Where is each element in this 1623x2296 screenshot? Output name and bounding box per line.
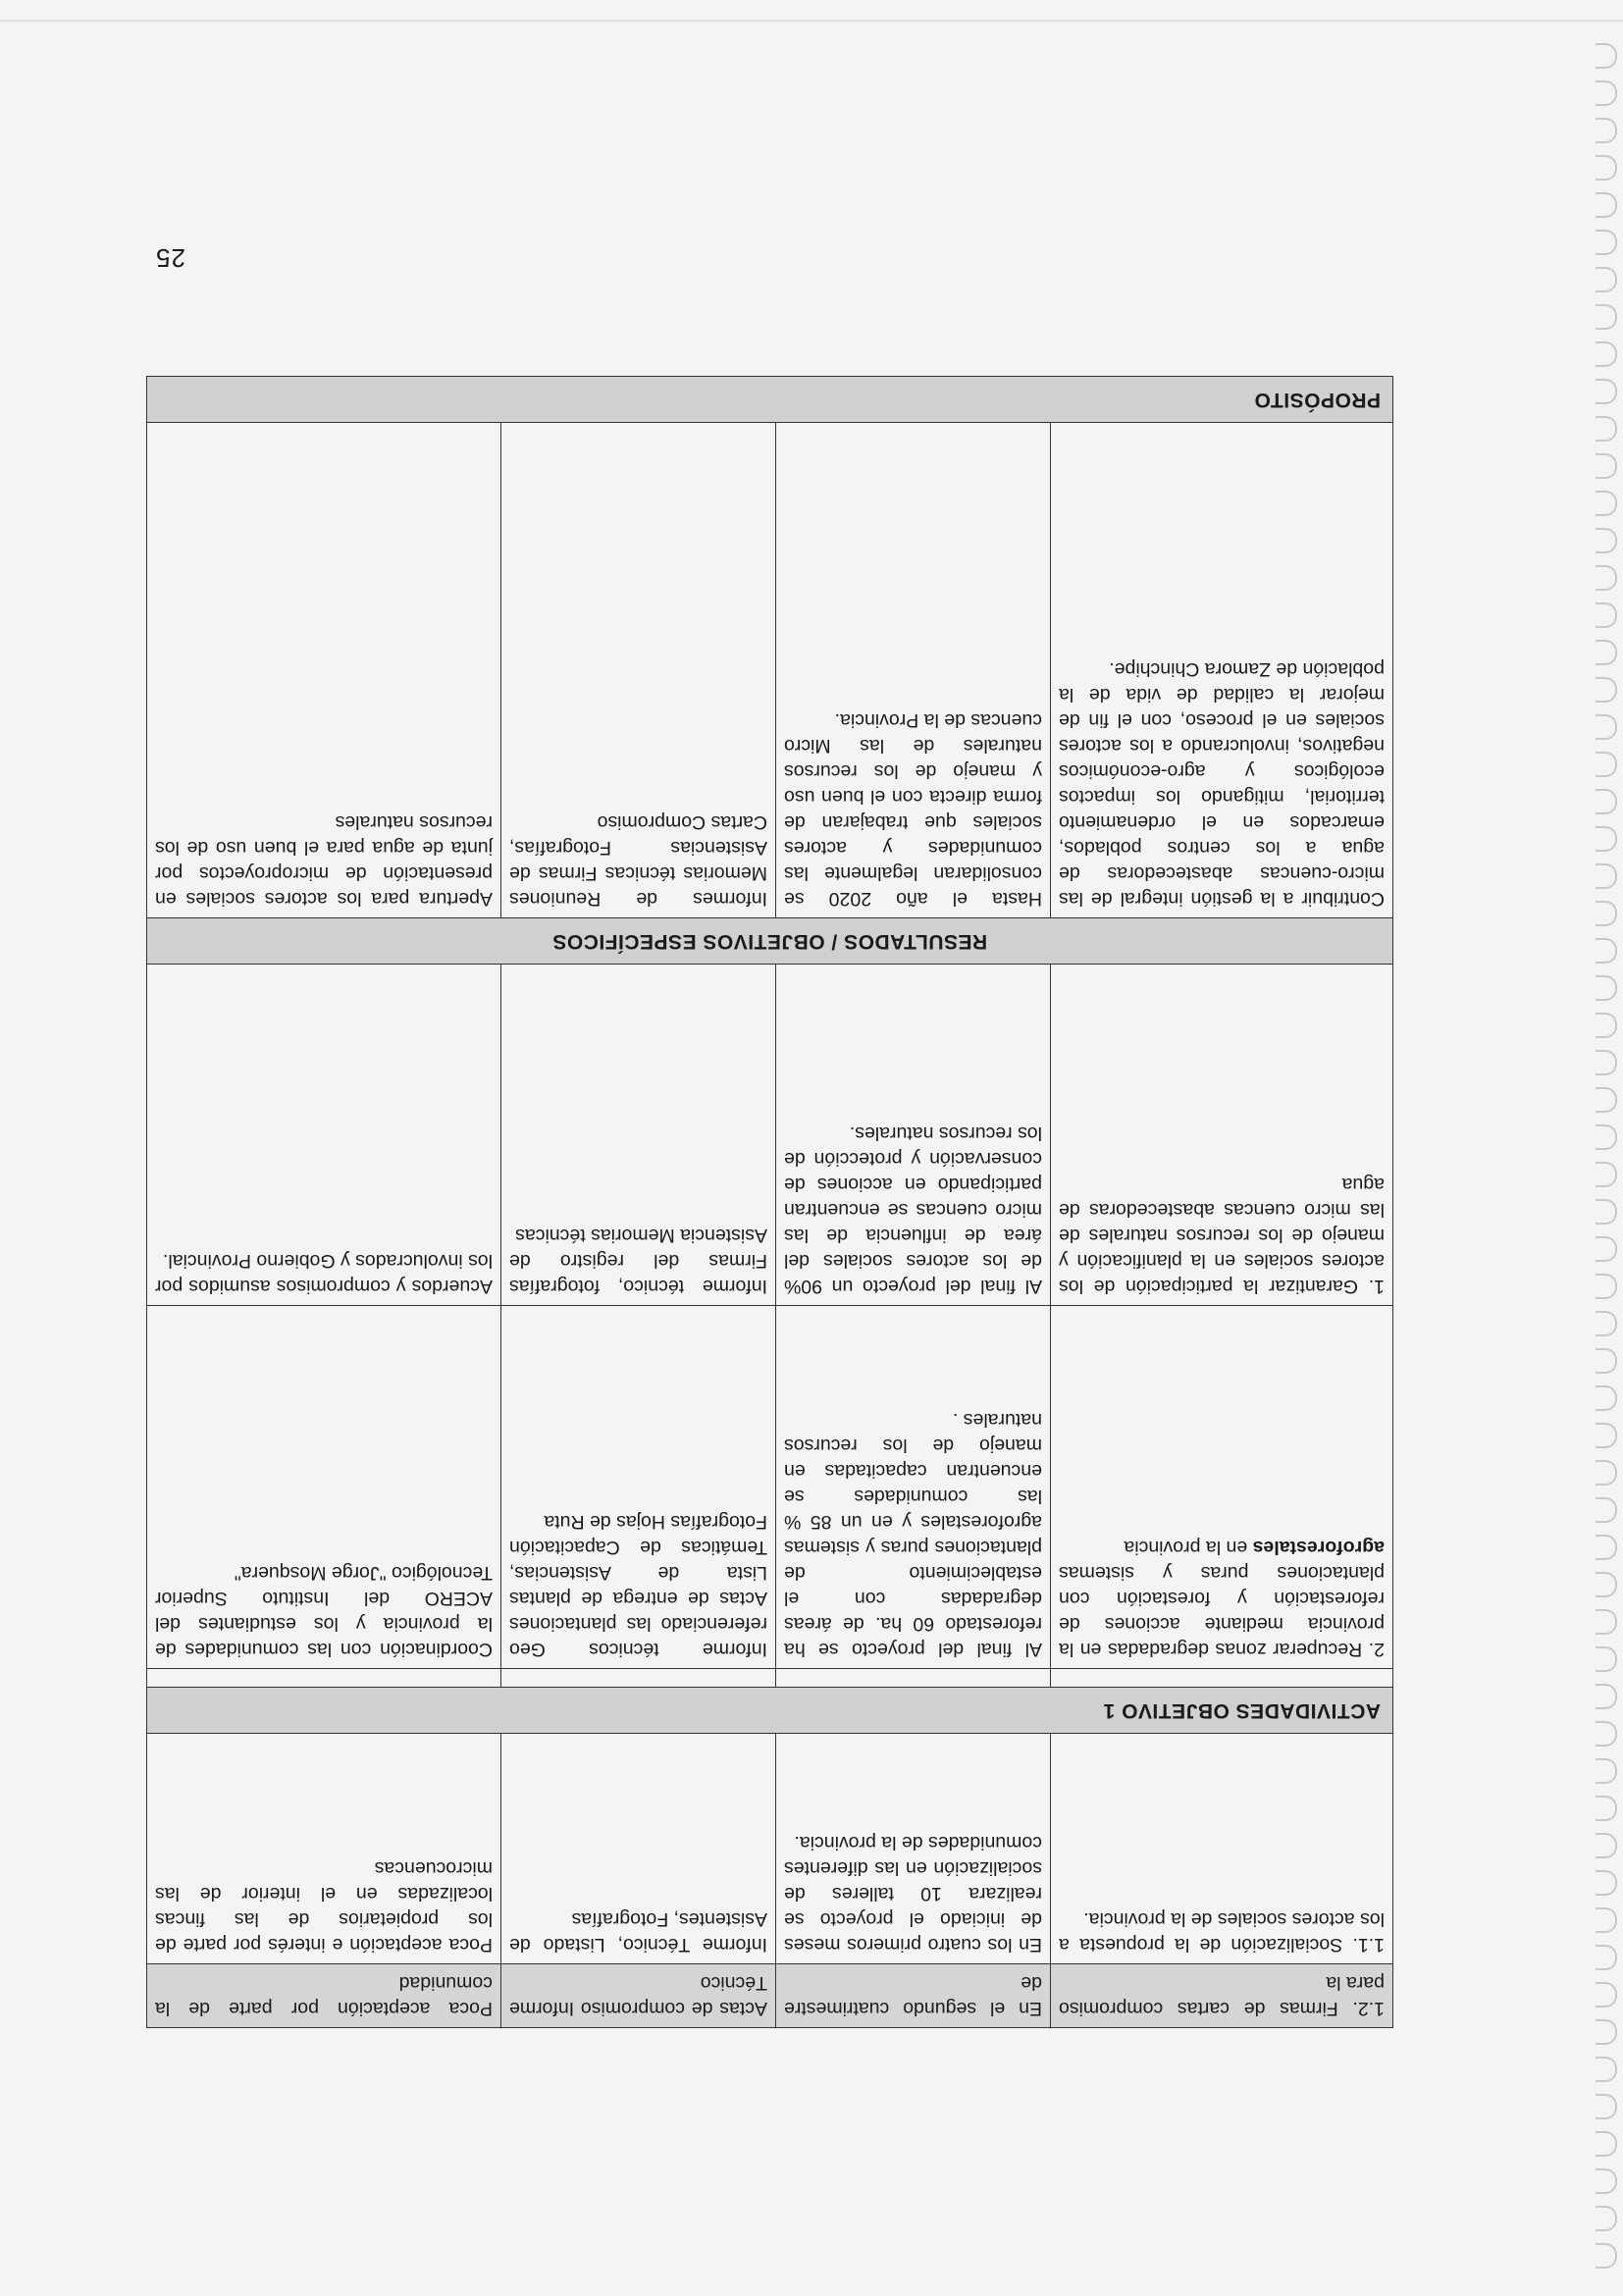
binder-hole bbox=[1596, 1982, 1617, 2008]
binder-hole bbox=[1596, 1050, 1617, 1075]
result-1-summary: 1. Garantizar la participación de los actores sociales en la planificación y manejo de los recursos naturales de las micro cuencas abastecedoras de agua bbox=[1051, 965, 1393, 1306]
binder-hole bbox=[1596, 230, 1617, 255]
table-row-activity-1-1 bbox=[147, 1734, 1393, 1964]
binder-hole bbox=[1596, 826, 1617, 852]
binder-hole bbox=[1596, 341, 1617, 367]
binder-hole bbox=[1596, 789, 1617, 814]
section-title-results: RESULTADOS / OBJETIVOS ESPECÍFICOS bbox=[147, 918, 1393, 965]
binder-hole bbox=[1596, 1199, 1617, 1225]
activity-1-2-verification: Actas de compromiso Informe Técnico bbox=[501, 1964, 776, 2028]
binder-holes bbox=[1578, 0, 1617, 2296]
binder-hole bbox=[1596, 1870, 1617, 1896]
binder-hole bbox=[1596, 155, 1617, 181]
binder-hole bbox=[1596, 640, 1617, 665]
section-title-purpose: PROPÓSITO bbox=[147, 377, 1393, 423]
binder-hole bbox=[1596, 80, 1617, 106]
scan-edge-line bbox=[0, 20, 1623, 22]
binder-hole bbox=[1596, 1013, 1617, 1038]
binder-hole bbox=[1596, 491, 1617, 516]
table-row-activity-1-2 bbox=[147, 1964, 1393, 2028]
binder-hole bbox=[1596, 379, 1617, 404]
binder-hole bbox=[1596, 1796, 1617, 1821]
binder-hole bbox=[1596, 1609, 1617, 1635]
activity-1-1-verification: Informe Técnico, Listado de Asistentes, Fotografías bbox=[501, 1734, 776, 1964]
binder-hole bbox=[1596, 1907, 1617, 1933]
binder-hole bbox=[1596, 2243, 1617, 2269]
purpose-assumption: Apertura para los actores sociales en presentación de microproyectos por junta de agua para el buen uso de los recursos naturales bbox=[147, 423, 501, 918]
binder-hole bbox=[1596, 2206, 1617, 2231]
binder-hole bbox=[1596, 453, 1617, 479]
binder-hole bbox=[1596, 565, 1617, 591]
binder-hole bbox=[1596, 118, 1617, 143]
binder-hole bbox=[1596, 1124, 1617, 1150]
binder-hole bbox=[1596, 1087, 1617, 1113]
result-1-assumption: Acuerdos y compromisos asumidos por los involucrados y Gobierno Provincial. bbox=[147, 965, 501, 1306]
binder-hole bbox=[1596, 602, 1617, 628]
binder-hole bbox=[1596, 192, 1617, 218]
binder-hole bbox=[1596, 2019, 1617, 2045]
activity-1-2-summary: 1.2. Firmas de cartas compromiso para la bbox=[1051, 1964, 1393, 2028]
table-row-result-2 bbox=[147, 1306, 1393, 1669]
purpose-indicator: Hasta el año 2020 se consolidaran legalmente las comunidades y actores sociales que trabajaran de forma directa con el buen uso y manejo de los recursos naturales de las Micro cuencas de la Provincia. bbox=[776, 423, 1051, 918]
binder-hole bbox=[1596, 2131, 1617, 2157]
binder-hole bbox=[1596, 1721, 1617, 1747]
result-1-verification: Informe técnico, fotografías Firmas del registro de Asistencia Memorias técnicas bbox=[501, 965, 776, 1306]
binder-hole bbox=[1596, 1385, 1617, 1411]
table-row-result-1 bbox=[147, 965, 1393, 1306]
binder-hole bbox=[1596, 1572, 1617, 1597]
binder-hole bbox=[1596, 1684, 1617, 1709]
binder-hole bbox=[1596, 43, 1617, 69]
binder-hole bbox=[1596, 1646, 1617, 1672]
binder-hole bbox=[1596, 528, 1617, 553]
binder-hole bbox=[1596, 1348, 1617, 1374]
binder-hole bbox=[1596, 938, 1617, 964]
binder-hole bbox=[1596, 714, 1617, 740]
section-header-activities bbox=[147, 1688, 1393, 1734]
purpose-summary: Contribuir a la gestión integral de las micro-cuencas abastecedoras de agua a los centros poblados, emarcados en el ordenamiento territorial, mitigando los impactos ecológicos y agro-económicos negativos, involucrando a los actores sociales en el proceso, con el fin de mejorar la calidad de vida de la población de Zamora Chinchipe. bbox=[1051, 423, 1393, 918]
section-header-purpose bbox=[147, 377, 1393, 423]
result-2-indicator: Al final del proyecto se ha reforestado 60 ha. de áreas degradadas con el establecimiento de plantaciones puras y sistemas agroforestales y en un 85 % las comunidades se encuentran capacitadas en manejo de los recursos naturales . bbox=[776, 1306, 1051, 1669]
binder-hole bbox=[1596, 677, 1617, 703]
binder-hole bbox=[1596, 1236, 1617, 1262]
result-2-verification: Informe técnicos Geo referenciado las plantaciones Actas de entrega de plantas Lista de Asistencias, Temáticas de Capacitación Fotografías Hojas de Ruta bbox=[501, 1306, 776, 1669]
binder-hole bbox=[1596, 1758, 1617, 1784]
table-row-purpose bbox=[147, 423, 1393, 918]
section-header-results bbox=[147, 918, 1393, 965]
binder-hole bbox=[1596, 1311, 1617, 1336]
activity-1-1-indicator: En los cuatro primeros meses de iniciado el proyecto se realizara 10 talleres de socialización en las diferentes comunidades de la provincia. bbox=[776, 1734, 1051, 1964]
binder-hole bbox=[1596, 267, 1617, 292]
purpose-verification: Informes de Reuniones Memorias técnicas Firmas de Asistencias Fotografías, Cartas Compromiso bbox=[501, 423, 776, 918]
binder-hole bbox=[1596, 752, 1617, 777]
binder-hole bbox=[1596, 304, 1617, 330]
activity-1-1-summary: 1.1. Socialización de la propuesta a los actores sociales de la provincia. bbox=[1051, 1734, 1393, 1964]
binder-hole bbox=[1596, 1460, 1617, 1486]
result-2-summary: 2. Recuperar zonas degradadas en la provincia mediante acciones de reforestación y forestación con plantaciones puras y sistemas agroforestales en la provincia bbox=[1051, 1306, 1393, 1669]
binder-hole bbox=[1596, 1274, 1617, 1299]
binder-hole bbox=[1596, 975, 1617, 1001]
page-number: 25 bbox=[155, 243, 185, 273]
logical-framework-table bbox=[146, 376, 1393, 2028]
binder-hole bbox=[1596, 1497, 1617, 1523]
binder-hole bbox=[1596, 2057, 1617, 2082]
binder-hole bbox=[1596, 1423, 1617, 1448]
binder-hole bbox=[1596, 1945, 1617, 1970]
result-2-assumption: Coordinación con las comunidades de la provincia y los estudiantes del ACERO del Instituto Superior Tecnológico "Jorge Mosquera" bbox=[147, 1306, 501, 1669]
activity-1-2-assumption: Poca aceptación por parte de la comunidad bbox=[147, 1964, 501, 2028]
binder-hole bbox=[1596, 1535, 1617, 1560]
binder-hole bbox=[1596, 416, 1617, 442]
binder-hole bbox=[1596, 2094, 1617, 2119]
table-row-spacer bbox=[147, 1669, 1393, 1688]
activity-1-2-indicator: En el segundo cuatrimestre de bbox=[776, 1964, 1051, 2028]
activity-1-1-assumption: Poca aceptación e interés por parte de los propietarios de las fincas localizadas en el interior de las microcuencas bbox=[147, 1734, 501, 1964]
binder-hole bbox=[1596, 863, 1617, 889]
result-1-indicator: Al final del proyecto un 90% de los actores sociales del área de influencia de las micro cuencas se encuentran participando en acciones de conservación y protección de los recursos naturales. bbox=[776, 965, 1051, 1306]
binder-hole bbox=[1596, 1162, 1617, 1187]
binder-hole bbox=[1596, 901, 1617, 926]
binder-hole bbox=[1596, 2168, 1617, 2194]
binder-hole bbox=[1596, 1833, 1617, 1858]
section-title-activities: ACTIVIDADES OBJETIVO 1 bbox=[147, 1688, 1393, 1734]
